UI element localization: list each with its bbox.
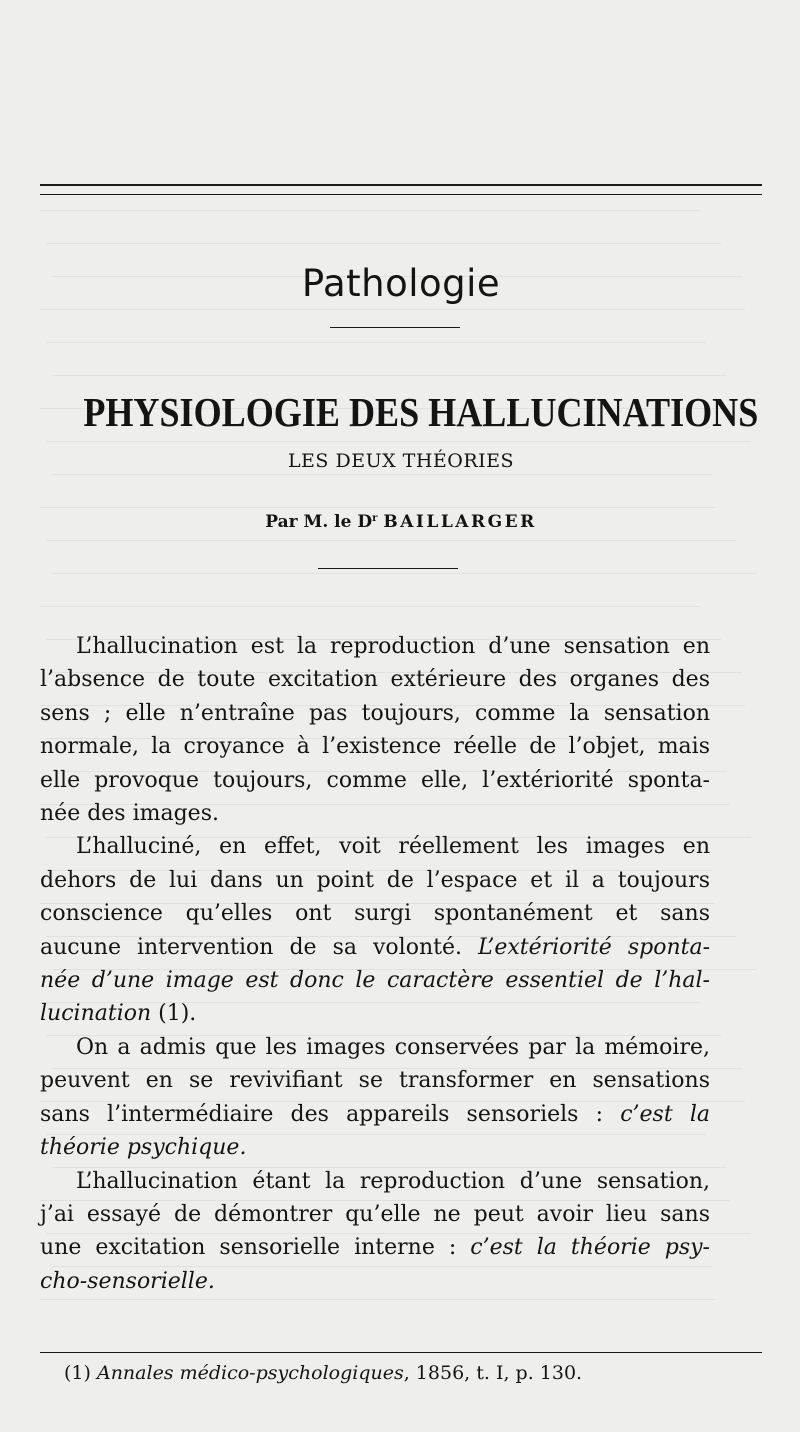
- text-line: [40, 1031, 710, 1064]
- article-title: PHYSIOLOGIE DES HALLUCINATIONS: [83, 389, 759, 435]
- footnote-source: Annales médico-psychologiques: [96, 1362, 404, 1384]
- text-line: [40, 964, 710, 997]
- italic-text: née d’une image est donc le caractère essentiel de l’hal-: [40, 968, 710, 994]
- text-segment: conscience qu’elles ont surgi spontanément et sans: [40, 901, 710, 927]
- italic-text: lucination: [40, 1001, 152, 1027]
- article-body: [40, 630, 710, 1298]
- text-line: [40, 931, 710, 964]
- paragraph: [40, 1165, 710, 1299]
- text-line: [40, 1131, 710, 1164]
- text-line: [40, 630, 710, 663]
- text-line: [40, 997, 710, 1030]
- italic-text: c’est la théorie psy-: [470, 1235, 710, 1261]
- italic-text: théorie psychique.: [40, 1135, 247, 1161]
- footnote: [64, 1362, 582, 1384]
- text-segment: dehors de lui dans un point de l’espace et il a toujours: [40, 867, 710, 893]
- text-segment: j’ai essayé de démontrer qu’elle ne peut avoir lieu sans: [40, 1201, 710, 1227]
- text-line: [40, 830, 710, 863]
- text-line: [40, 864, 710, 897]
- text-segment: (1).: [151, 1001, 197, 1027]
- text-line: [40, 1198, 710, 1231]
- text-segment: aucune intervention de sa volonté.: [40, 934, 478, 960]
- document-page: [40, 0, 762, 1432]
- text-line: [40, 764, 710, 797]
- footnote-marker: (1): [64, 1362, 91, 1384]
- paragraph: [40, 1031, 710, 1165]
- text-line: [40, 1231, 710, 1264]
- text-segment: une excitation sensorielle interne :: [40, 1235, 471, 1261]
- author-name: BAILLARGER: [383, 512, 537, 532]
- text-line: [40, 1098, 710, 1131]
- paragraph: [40, 630, 710, 830]
- text-segment: née des images.: [40, 801, 219, 827]
- text-segment: L’hallucination étant la reproduction d’une sensation,: [76, 1168, 710, 1194]
- italic-text: c’est la: [620, 1101, 710, 1127]
- byline-superscript: r: [372, 513, 378, 524]
- text-line: [40, 663, 710, 696]
- text-segment: L’hallucination est la reproduction d’une sensation en: [76, 634, 710, 659]
- header-rule-thin: [40, 194, 762, 195]
- text-segment: sens ; elle n’entraîne pas toujours, comme la sensation: [40, 700, 710, 726]
- byline-prefix: Par M. le D: [265, 512, 373, 532]
- text-line: [40, 897, 710, 930]
- italic-text: L’extériorité sponta-: [477, 934, 710, 960]
- text-segment: peuvent en se revivifiant se transformer en sensations: [40, 1068, 710, 1094]
- text-segment: l’absence de toute excitation extérieure des organes des: [40, 667, 710, 693]
- text-segment: On a admis que les images conservées par la mémoire,: [76, 1034, 710, 1060]
- text-segment: normale, la croyance à l’existence réelle de l’objet, mais: [40, 734, 710, 760]
- text-line: [40, 1165, 710, 1198]
- byline: [40, 512, 762, 532]
- text-segment: sans l’intermédiaire des appareils sensoriels :: [40, 1101, 621, 1127]
- header-rule-thick: [40, 184, 762, 186]
- byline-rule: [318, 568, 458, 569]
- text-line: [40, 730, 710, 763]
- text-line: [40, 1064, 710, 1097]
- article-subtitle: LES DEUX THÉORIES: [287, 450, 515, 472]
- text-line: [40, 1265, 710, 1298]
- section-title: Pathologie: [301, 262, 501, 305]
- text-line: [40, 797, 710, 830]
- paragraph: [40, 830, 710, 1030]
- text-line: [40, 697, 710, 730]
- italic-text: cho-sensorielle.: [40, 1268, 215, 1294]
- footnote-rule: [40, 1352, 762, 1353]
- text-segment: L’halluciné, en effet, voit réellement les images en: [76, 834, 710, 860]
- footnote-citation: , 1856, t. I, p. 130.: [403, 1362, 583, 1384]
- section-title-rule: [330, 327, 460, 328]
- text-segment: elle provoque toujours, comme elle, l’extériorité sponta-: [40, 767, 710, 793]
